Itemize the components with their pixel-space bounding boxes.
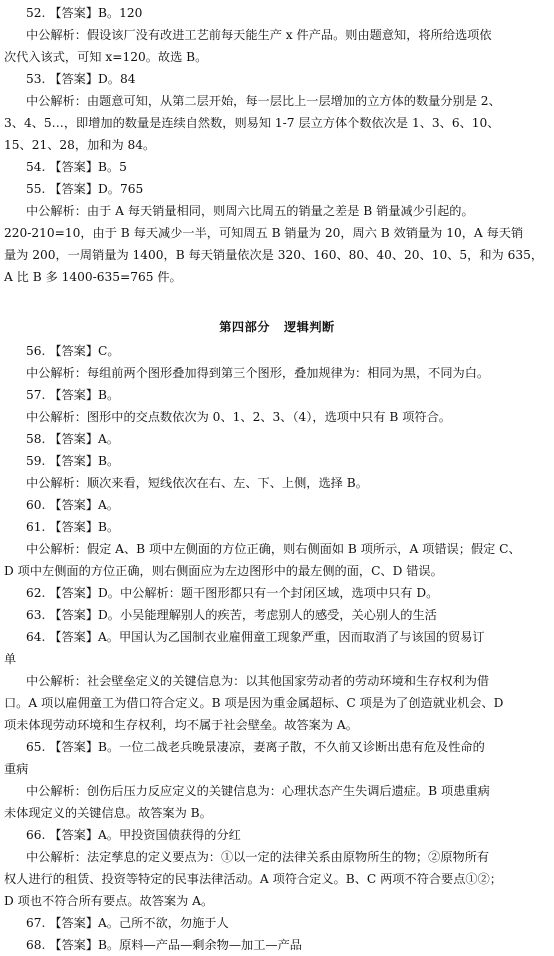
explanation-line: 中公解析：社会壁垒定义的关键信息为：以其他国家劳动者的劳动环境和生存权利为借 <box>26 674 490 688</box>
explanation-line: D 项中左侧面的方位正确，则右侧面应为左边图形中的最左侧的面，C、D 错误。 <box>4 564 443 578</box>
answer-line: 58. 【答案】A。 <box>26 432 119 446</box>
answer-line: 52. 【答案】B。120 <box>26 6 143 20</box>
explanation-line: 中公解析：由于 A 每天销量相同，则周六比周五的销量之差是 B 销量减少引起的。 <box>26 204 474 218</box>
answer-line: 67. 【答案】A。己所不欲，勿施于人 <box>26 916 229 930</box>
answer-line: 单 <box>4 652 17 666</box>
answer-line: 53. 【答案】D。84 <box>26 72 136 86</box>
explanation-line: A 比 B 多 1400-635=765 件。 <box>4 270 182 284</box>
explanation-line: 次代入该式，可知 x=120。故选 B。 <box>4 50 208 64</box>
answer-line: 68. 【答案】B。原料—产品—剩余物—加工—产品 <box>26 938 302 952</box>
answer-line: 63. 【答案】D。小吴能理解别人的疾苦，考虑别人的感受，关心别人的生活 <box>26 608 437 622</box>
answer-line: 59. 【答案】B。 <box>26 454 120 468</box>
answer-line: 重病 <box>4 762 29 776</box>
explanation-line: 未体现定义的关键信息。故答案为 B。 <box>4 806 212 820</box>
explanation-line: 中公解析：创伤后压力反应定义的关键信息为：心理状态产生失调后遗症。B 项患重病 <box>26 784 490 798</box>
explanation-line: 量为 200，一周销量为 1400，B 每天销量依次是 320、160、80、40、20、10、5，和为 635， <box>4 248 544 262</box>
answer-line: 65. 【答案】B。一位二战老兵晚景凄凉，妻离子散，不久前又诊断出患有危及性命的 <box>26 740 485 754</box>
answer-line: 56. 【答案】C。 <box>26 344 120 358</box>
answer-block-56-68 <box>4 340 550 956</box>
answer-line: 61. 【答案】B。 <box>26 520 120 534</box>
answer-line: 66. 【答案】A。甲投资国债获得的分红 <box>26 828 241 842</box>
explanation-line: 3、4、5…，即增加的数量是连续自然数，则易知 1-7 层立方体个数依次是 1、3、6、10、 <box>4 116 500 130</box>
answer-line: 55. 【答案】D。765 <box>26 182 144 196</box>
answer-line: 64. 【答案】A。甲国认为乙国制衣业雇佣童工现象严重，因而取消了与该国的贸易订 <box>26 630 485 644</box>
explanation-line: 中公解析：每组前两个图形叠加得到第三个图形，叠加规律为：相同为黑，不同为白。 <box>26 366 490 380</box>
answer-line: 62. 【答案】D。中公解析：题干图形都只有一个封闭区域，选项中只有 D。 <box>26 586 439 600</box>
explanation-line: 中公解析：顺次来看，短线依次在右、左、下、上侧，选择 B。 <box>26 476 368 490</box>
section-part: 第四部分 <box>219 320 270 334</box>
explanation-line: 中公解析：法定孳息的定义要点为：①以一定的法律关系由原物所生的物；②原物所有 <box>26 850 490 864</box>
explanation-line: 220-210=10，由于 B 每天减少一半，可知周五 B 销量为 20，周六 B 效销量为 10，A 每天销 <box>4 226 524 240</box>
explanation-line: 项未体现劳动环境和生存权利，均不属于社会壁垒。故答案为 A。 <box>4 718 358 732</box>
section-heading <box>4 316 550 338</box>
answer-line: 54. 【答案】B。5 <box>26 160 127 174</box>
answer-line: 60. 【答案】A。 <box>26 498 119 512</box>
answer-block-52-55 <box>4 2 550 288</box>
explanation-line: 中公解析：由题意可知，从第二层开始，每一层比上一层增加的立方体的数量分别是 2、 <box>26 94 501 108</box>
section-title: 逻辑判断 <box>284 320 335 334</box>
explanation-line: 中公解析：图形中的交点数依次为 0、1、2、3、（4），选项中只有 B 项符合。 <box>26 410 451 424</box>
explanation-line: 中公解析：假定 A、B 项中左侧面的方位正确，则右侧面如 B 项所示，A 项错误；假定 C、 <box>26 542 521 556</box>
explanation-line: 中公解析：假设该厂没有改进工艺前每天能生产 x 件产品。则由题意知，将所给选项依 <box>26 28 492 42</box>
explanation-line: 口。A 项以雇佣童工为借口符合定义。B 项是因为重金属超标、C 项是为了创造就业机会、D <box>4 696 504 710</box>
explanation-line: D 项也不符合所有要点。故答案为 A。 <box>4 894 214 908</box>
answer-line: 57. 【答案】B。 <box>26 388 120 402</box>
explanation-line: 15、21、28，加和为 84。 <box>4 138 156 152</box>
explanation-line: 权人进行的租赁、投资等特定的民事法律活动。A 项符合定义。B、C 两项不符合要点①②； <box>4 872 502 886</box>
